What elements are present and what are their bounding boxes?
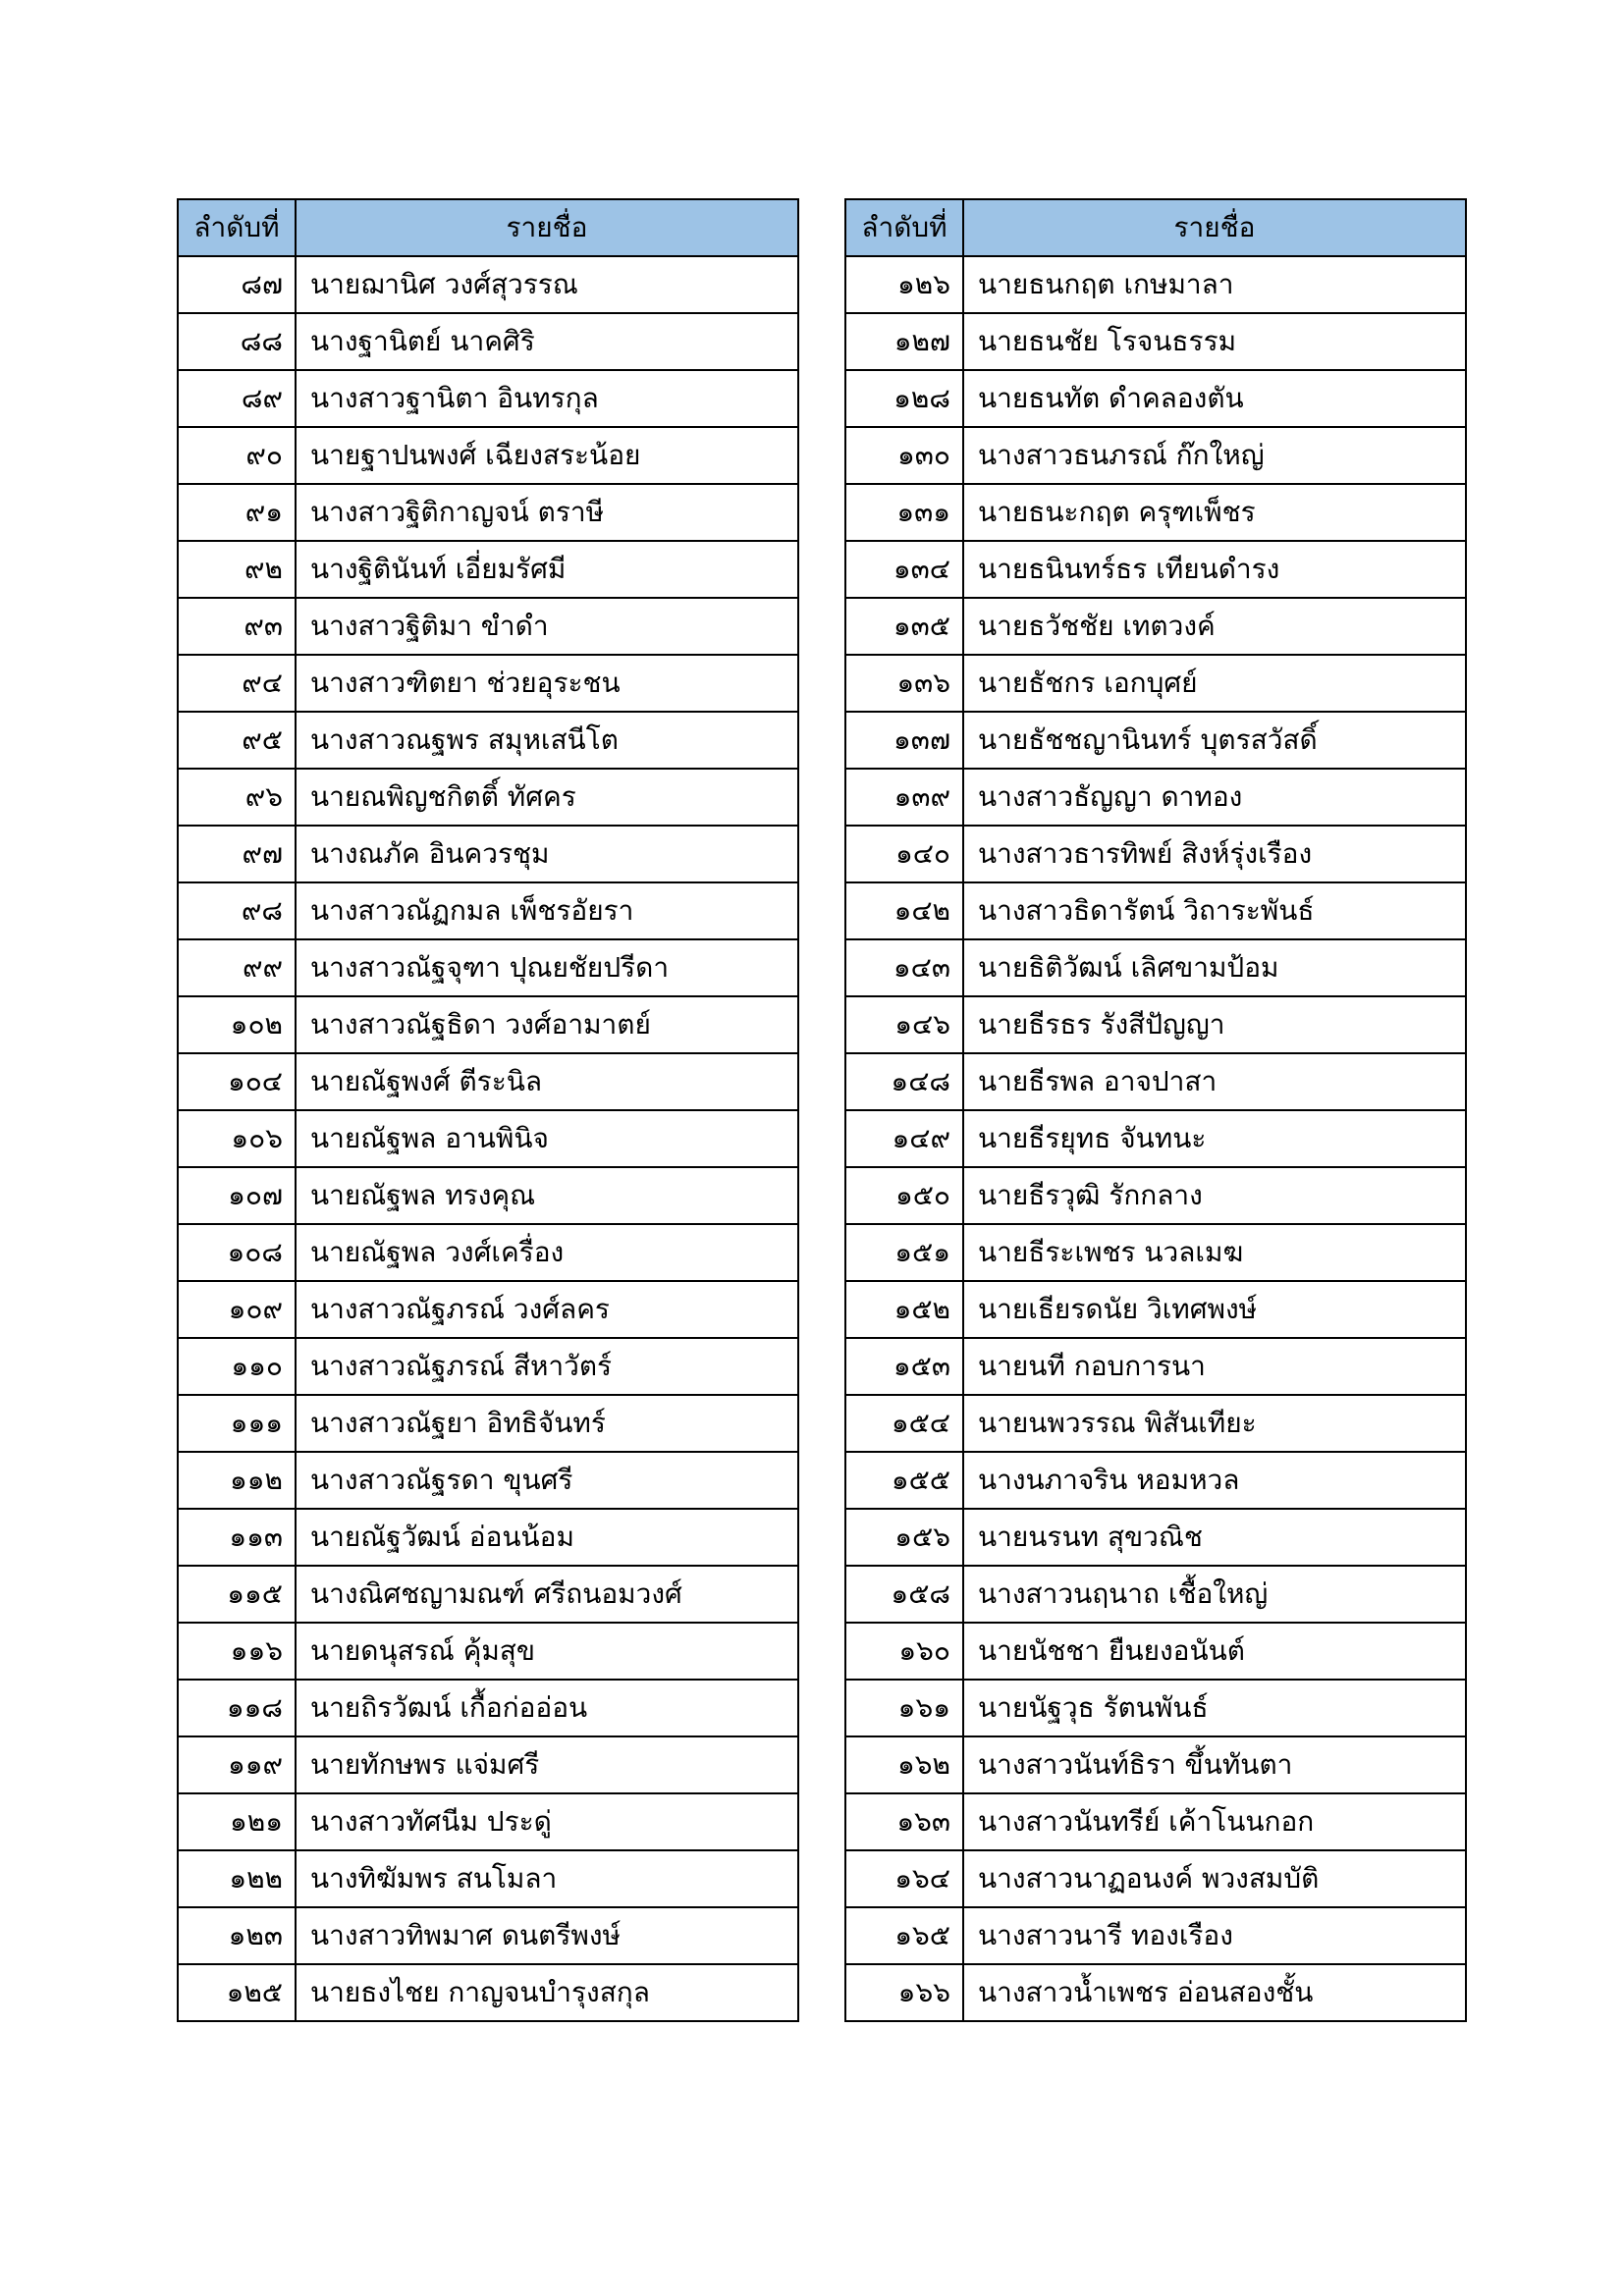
row-number: ๑๑๓: [178, 1509, 296, 1566]
table-row: [178, 370, 798, 427]
row-number: ๙๐: [178, 427, 296, 484]
row-number: ๑๕๓: [845, 1338, 963, 1395]
row-name: นางสาวทัศนีม ประดู่: [296, 1793, 798, 1850]
row-name: นายณพิญชกิตติ์ ทัศคร: [296, 769, 798, 826]
row-number: ๙๒: [178, 541, 296, 598]
row-number: ๑๑๕: [178, 1566, 296, 1623]
row-name: นายดนุสรณ์ คุ้มสุข: [296, 1623, 798, 1680]
table-body-right: [845, 256, 1466, 2021]
row-number: ๑๖๑: [845, 1680, 963, 1736]
table-row: [845, 427, 1466, 484]
table-row: [845, 1053, 1466, 1110]
row-number: ๑๖๐: [845, 1623, 963, 1680]
row-name: นายธีรพล อาจปาสา: [963, 1053, 1466, 1110]
row-name: นายธีระเพชร นวลเมฆ: [963, 1224, 1466, 1281]
table-body-left: [178, 256, 798, 2021]
row-number: ๑๔๙: [845, 1110, 963, 1167]
column-header-name: รายชื่อ: [963, 199, 1466, 256]
column-header-number: ลำดับที่: [178, 199, 296, 256]
row-number: ๑๒๘: [845, 370, 963, 427]
table-row: [178, 484, 798, 541]
table-row: [178, 996, 798, 1053]
row-number: ๑๑๙: [178, 1736, 296, 1793]
row-name: นางสาวธารทิพย์ สิงห์รุ่งเรือง: [963, 826, 1466, 882]
row-name: นายเธียรดนัย วิเทศพงษ์: [963, 1281, 1466, 1338]
table-row: [845, 1281, 1466, 1338]
table-row: [178, 882, 798, 939]
row-name: นายธนชัย โรจนธรรม: [963, 313, 1466, 370]
table-row: [178, 1964, 798, 2021]
row-name: นายณัฐพล อานพินิจ: [296, 1110, 798, 1167]
row-number: ๑๖๒: [845, 1736, 963, 1793]
row-number: ๑๑๐: [178, 1338, 296, 1395]
table-row: [845, 769, 1466, 826]
row-number: ๑๔๓: [845, 939, 963, 996]
table-row: [178, 1452, 798, 1509]
table-row: [845, 1338, 1466, 1395]
table-row: [178, 1907, 798, 1964]
table-row: [845, 939, 1466, 996]
row-name: นางสาวนันท์ธิรา ขึ้นทันตา: [963, 1736, 1466, 1793]
row-number: ๑๒๒: [178, 1850, 296, 1907]
row-name: นางสาวณัฐธิดา วงศ์อามาตย์: [296, 996, 798, 1053]
table-row: [178, 1793, 798, 1850]
table-row: [845, 313, 1466, 370]
row-number: ๑๕๕: [845, 1452, 963, 1509]
table-row: [845, 1395, 1466, 1452]
row-name: นางสาวทิพมาศ ดนตรีพงษ์: [296, 1907, 798, 1964]
table-row: [845, 1964, 1466, 2021]
table-row: [845, 598, 1466, 655]
row-name: นายถิรวัฒน์ เกื้อก่ออ่อน: [296, 1680, 798, 1736]
row-number: ๙๖: [178, 769, 296, 826]
table-row: [178, 1623, 798, 1680]
row-number: ๑๕๒: [845, 1281, 963, 1338]
row-name: นายธนะกฤต ครุฑเพ็ชร: [963, 484, 1466, 541]
table-row: [845, 256, 1466, 313]
row-number: ๙๑: [178, 484, 296, 541]
row-name: นางสาวน้ำเพชร อ่อนสองชั้น: [963, 1964, 1466, 2021]
table-row: [845, 1623, 1466, 1680]
table-row: [178, 1509, 798, 1566]
column-header-number: ลำดับที่: [845, 199, 963, 256]
row-name: นายฐาปนพงศ์ เฉียงสระน้อย: [296, 427, 798, 484]
row-name: นางสาวณัฐยา อิทธิจันทร์: [296, 1395, 798, 1452]
row-name: นายนัชชา ยืนยงอนันต์: [963, 1623, 1466, 1680]
row-name: นายณัฐพงศ์ ตีระนิล: [296, 1053, 798, 1110]
row-number: ๑๒๗: [845, 313, 963, 370]
row-name: นางสาวธิดารัตน์ วิถาระพันธ์: [963, 882, 1466, 939]
row-name: นางสาวฐานิตา อินทรกุล: [296, 370, 798, 427]
row-name: นายธัชกร เอกบุศย์: [963, 655, 1466, 712]
row-name: นางสาวธัญญา ดาทอง: [963, 769, 1466, 826]
row-number: ๑๓๖: [845, 655, 963, 712]
row-number: ๑๓๑: [845, 484, 963, 541]
row-number: ๙๘: [178, 882, 296, 939]
table-row: [845, 1566, 1466, 1623]
row-name: นายธนกฤต เกษมาลา: [963, 256, 1466, 313]
row-number: ๑๒๑: [178, 1793, 296, 1850]
table-header-row: [845, 199, 1466, 256]
row-name: นางสาวณัฐรดา ขุนศรี: [296, 1452, 798, 1509]
row-name: นางสาวณัฏกมล เพ็ชรอัยรา: [296, 882, 798, 939]
table-row: [178, 1167, 798, 1224]
row-number: ๑๕๑: [845, 1224, 963, 1281]
row-name: นายธิติวัฒน์ เลิศขามป้อม: [963, 939, 1466, 996]
row-number: ๑๐๖: [178, 1110, 296, 1167]
table-row: [178, 541, 798, 598]
table-row: [845, 1907, 1466, 1964]
row-name: นางสาวณฐพร สมุหเสนีโต: [296, 712, 798, 769]
row-number: ๙๗: [178, 826, 296, 882]
row-number: ๑๔๐: [845, 826, 963, 882]
row-name: นายธนทัต ดำคลองตัน: [963, 370, 1466, 427]
row-name: นายณัฐพล ทรงคุณ: [296, 1167, 798, 1224]
row-name: นางณภัค อินควรชุม: [296, 826, 798, 882]
row-number: ๑๑๖: [178, 1623, 296, 1680]
row-number: ๘๗: [178, 256, 296, 313]
row-name: นางสาวฐิติกาญจน์ ตราษี: [296, 484, 798, 541]
table-row: [178, 939, 798, 996]
row-name: นางฐิตินันท์ เอี่ยมรัศมี: [296, 541, 798, 598]
table-row: [178, 427, 798, 484]
table-row: [845, 882, 1466, 939]
row-name: นางสาวณัฐภรณ์ สีหาวัตร์: [296, 1338, 798, 1395]
table-row: [845, 1793, 1466, 1850]
row-number: ๙๕: [178, 712, 296, 769]
table-row: [845, 1167, 1466, 1224]
row-number: ๑๕๘: [845, 1566, 963, 1623]
row-name: นายนัฐวุธ รัตนพันธ์: [963, 1680, 1466, 1736]
row-number: ๑๖๔: [845, 1850, 963, 1907]
row-number: ๑๓๔: [845, 541, 963, 598]
row-number: ๑๔๖: [845, 996, 963, 1053]
row-number: ๑๐๙: [178, 1281, 296, 1338]
row-number: ๑๓๕: [845, 598, 963, 655]
table-row: [178, 712, 798, 769]
row-number: ๑๔๒: [845, 882, 963, 939]
row-name: นายณัฐวัฒน์ อ่อนน้อม: [296, 1509, 798, 1566]
table-row: [845, 1509, 1466, 1566]
table-row: [178, 1338, 798, 1395]
row-name: นายนรนท สุขวณิช: [963, 1509, 1466, 1566]
table-row: [178, 1224, 798, 1281]
row-name: นายฌานิศ วงศ์สุวรรณ: [296, 256, 798, 313]
table-row: [845, 541, 1466, 598]
row-number: ๑๐๘: [178, 1224, 296, 1281]
row-number: ๑๐๒: [178, 996, 296, 1053]
row-number: ๑๓๙: [845, 769, 963, 826]
row-name: นางสาวนารี ทองเรือง: [963, 1907, 1466, 1964]
row-name: นางสาวฐิติมา ขำดำ: [296, 598, 798, 655]
row-name: นางสาวนฤนาถ เชื้อใหญ่: [963, 1566, 1466, 1623]
row-name: นายณัฐพล วงศ์เครื่อง: [296, 1224, 798, 1281]
row-number: ๑๖๓: [845, 1793, 963, 1850]
row-name: นายธีรวุฒิ รักกลาง: [963, 1167, 1466, 1224]
row-name: นางนภาจริน หอมหวล: [963, 1452, 1466, 1509]
row-number: ๘๘: [178, 313, 296, 370]
row-name: นายธีรยุทธ จันทนะ: [963, 1110, 1466, 1167]
table-row: [845, 655, 1466, 712]
table-row: [178, 655, 798, 712]
table-row: [178, 1053, 798, 1110]
table-row: [178, 1680, 798, 1736]
table-row: [845, 484, 1466, 541]
row-number: ๑๒๖: [845, 256, 963, 313]
table-row: [845, 1452, 1466, 1509]
row-number: ๑๔๘: [845, 1053, 963, 1110]
row-name: นายธีรธร รังสีปัญญา: [963, 996, 1466, 1053]
row-number: ๑๕๐: [845, 1167, 963, 1224]
row-number: ๑๐๔: [178, 1053, 296, 1110]
row-number: ๑๑๑: [178, 1395, 296, 1452]
table-row: [178, 313, 798, 370]
row-name: นายนพวรรณ พิสันเทียะ: [963, 1395, 1466, 1452]
table-row: [178, 1736, 798, 1793]
table-row: [178, 1395, 798, 1452]
table-row: [178, 1566, 798, 1623]
row-number: ๑๒๓: [178, 1907, 296, 1964]
row-name: นายนที กอบการนา: [963, 1338, 1466, 1395]
row-number: ๑๕๔: [845, 1395, 963, 1452]
table-row: [845, 1224, 1466, 1281]
row-name: นางณิศชญามณฑ์ ศรีถนอมวงศ์: [296, 1566, 798, 1623]
row-name: นางสาวฑิตยา ช่วยอุระชน: [296, 655, 798, 712]
table-row: [178, 1281, 798, 1338]
row-number: ๙๓: [178, 598, 296, 655]
row-number: ๙๔: [178, 655, 296, 712]
table-row: [178, 256, 798, 313]
name-table-left: [177, 198, 799, 2022]
row-number: ๑๖๖: [845, 1964, 963, 2021]
row-number: ๑๑๒: [178, 1452, 296, 1509]
table-row: [178, 769, 798, 826]
row-number: ๑๒๕: [178, 1964, 296, 2021]
name-table-right: [844, 198, 1467, 2022]
table-row: [845, 826, 1466, 882]
table-row: [178, 1850, 798, 1907]
table-row: [845, 1680, 1466, 1736]
table-row: [845, 1110, 1466, 1167]
row-name: นางทิฆัมพร สนโมลา: [296, 1850, 798, 1907]
row-number: ๑๓๐: [845, 427, 963, 484]
row-name: นางสาวณัฐจุฑา ปุณยชัยปรีดา: [296, 939, 798, 996]
row-number: ๑๕๖: [845, 1509, 963, 1566]
row-number: ๑๐๗: [178, 1167, 296, 1224]
table-row: [178, 598, 798, 655]
row-name: นายทักษพร แจ่มศรี: [296, 1736, 798, 1793]
table-row: [178, 826, 798, 882]
row-name: นางสาวณัฐภรณ์ วงศ์ลคร: [296, 1281, 798, 1338]
row-number: ๙๙: [178, 939, 296, 996]
table-row: [845, 1736, 1466, 1793]
row-name: นางสาวนันทรีย์ เค้าโนนกอก: [963, 1793, 1466, 1850]
row-number: ๑๖๕: [845, 1907, 963, 1964]
table-row: [845, 712, 1466, 769]
row-name: นางฐานิตย์ นาคศิริ: [296, 313, 798, 370]
row-name: นางสาวนาฏอนงค์ พวงสมบัติ: [963, 1850, 1466, 1907]
column-header-name: รายชื่อ: [296, 199, 798, 256]
row-name: นายธัชชญานินทร์ บุตรสวัสดิ์: [963, 712, 1466, 769]
row-name: นางสาวธนภรณ์ ก๊กใหญ่: [963, 427, 1466, 484]
table-row: [845, 370, 1466, 427]
row-name: นายธงไชย กาญจนบำรุงสกุล: [296, 1964, 798, 2021]
table-row: [845, 996, 1466, 1053]
row-name: นายธวัชชัย เทตวงค์: [963, 598, 1466, 655]
table-row: [178, 1110, 798, 1167]
table-header-row: [178, 199, 798, 256]
row-number: ๘๙: [178, 370, 296, 427]
table-row: [845, 1850, 1466, 1907]
row-name: นายธนินทร์ธร เทียนดำรง: [963, 541, 1466, 598]
row-number: ๑๑๘: [178, 1680, 296, 1736]
row-number: ๑๓๗: [845, 712, 963, 769]
